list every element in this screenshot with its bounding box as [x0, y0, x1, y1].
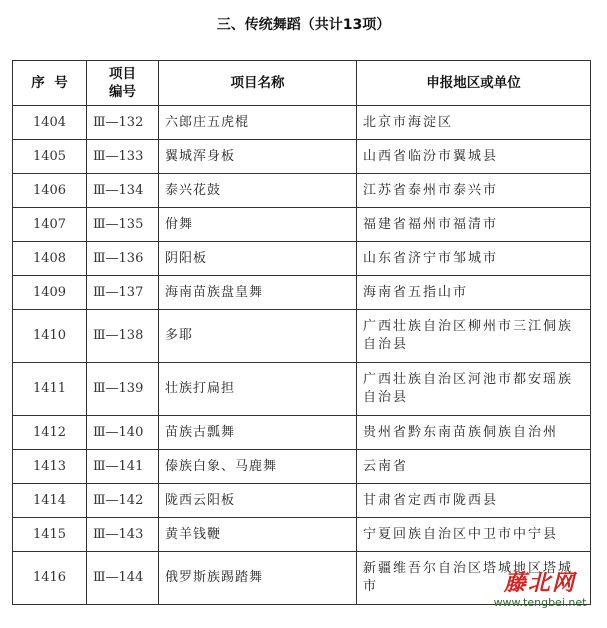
cell-code: Ⅲ—144 [87, 552, 159, 605]
cell-region: 福建省福州市福清市 [357, 208, 591, 242]
table-row [13, 174, 591, 208]
cell-no: 1414 [13, 484, 87, 518]
cell-name: 壮族打扁担 [159, 363, 357, 416]
table-header-row [13, 61, 591, 106]
table-row [13, 208, 591, 242]
table-row [13, 310, 591, 363]
table-row [13, 106, 591, 140]
cell-name: 海南苗族盘皇舞 [159, 276, 357, 310]
cell-region: 宁夏回族自治区中卫市中宁县 [357, 518, 591, 552]
site-watermark [480, 570, 600, 610]
cell-code: Ⅲ—133 [87, 140, 159, 174]
header-no: 序 号 [13, 61, 87, 106]
cell-region: 山东省济宁市邹城市 [357, 242, 591, 276]
cell-region: 江苏省泰州市泰兴市 [357, 174, 591, 208]
table-row [13, 140, 591, 174]
table-row [13, 276, 591, 310]
cell-code: Ⅲ—132 [87, 106, 159, 140]
cell-region: 山西省临汾市翼城县 [357, 140, 591, 174]
table-row [13, 416, 591, 450]
cell-region: 广西壮族自治区柳州市三江侗族自治县 [357, 310, 591, 363]
cell-region: 广西壮族自治区河池市都安瑶族自治县 [357, 363, 591, 416]
header-code [87, 61, 159, 106]
table-row [13, 518, 591, 552]
cell-code: Ⅲ—136 [87, 242, 159, 276]
cell-code: Ⅲ—139 [87, 363, 159, 416]
cell-no: 1411 [13, 363, 87, 416]
cell-code: Ⅲ—137 [87, 276, 159, 310]
cell-name: 多耶 [159, 310, 357, 363]
cell-no: 1410 [13, 310, 87, 363]
header-code-line2: 编号 [109, 84, 136, 100]
cell-no: 1408 [13, 242, 87, 276]
cell-code: Ⅲ—140 [87, 416, 159, 450]
header-region: 申报地区或单位 [357, 61, 591, 106]
cell-name: 六郎庄五虎棍 [159, 106, 357, 140]
page-title: 三、传统舞蹈（共计13项） [216, 17, 391, 33]
cell-code: Ⅲ—138 [87, 310, 159, 363]
cell-name: 俄罗斯族踢踏舞 [159, 552, 357, 605]
watermark-url: www.tengbei.net [493, 596, 587, 609]
cell-name: 苗族古瓢舞 [159, 416, 357, 450]
cell-no: 1409 [13, 276, 87, 310]
header-code-line1: 项目 [109, 66, 136, 82]
cell-name: 翼城浑身板 [159, 140, 357, 174]
cell-name: 黄羊钱鞭 [159, 518, 357, 552]
heritage-table [12, 60, 591, 605]
cell-name: 泰兴花鼓 [159, 174, 357, 208]
cell-no: 1412 [13, 416, 87, 450]
cell-code: Ⅲ—135 [87, 208, 159, 242]
cell-no: 1407 [13, 208, 87, 242]
cell-name: 阴阳板 [159, 242, 357, 276]
cell-name: 陇西云阳板 [159, 484, 357, 518]
table-row [13, 363, 591, 416]
cell-code: Ⅲ—134 [87, 174, 159, 208]
cell-name: 傣族白象、马鹿舞 [159, 450, 357, 484]
cell-no: 1404 [13, 106, 87, 140]
cell-no: 1415 [13, 518, 87, 552]
cell-no: 1405 [13, 140, 87, 174]
cell-no: 1406 [13, 174, 87, 208]
cell-code: Ⅲ—142 [87, 484, 159, 518]
table-row [13, 484, 591, 518]
header-name: 项目名称 [159, 61, 357, 106]
cell-no: 1416 [13, 552, 87, 605]
cell-region: 云南省 [357, 450, 591, 484]
watermark-logo: 藤北网 [503, 570, 576, 596]
cell-code: Ⅲ—141 [87, 450, 159, 484]
table-row [13, 450, 591, 484]
cell-name: 佾舞 [159, 208, 357, 242]
cell-region: 甘肃省定西市陇西县 [357, 484, 591, 518]
cell-region: 新疆维吾尔自治区塔城地区塔城市 [357, 552, 591, 605]
cell-region: 北京市海淀区 [357, 106, 591, 140]
cell-code: Ⅲ—143 [87, 518, 159, 552]
table-row [13, 242, 591, 276]
cell-no: 1413 [13, 450, 87, 484]
cell-region: 海南省五指山市 [357, 276, 591, 310]
cell-region: 贵州省黔东南苗族侗族自治州 [357, 416, 591, 450]
